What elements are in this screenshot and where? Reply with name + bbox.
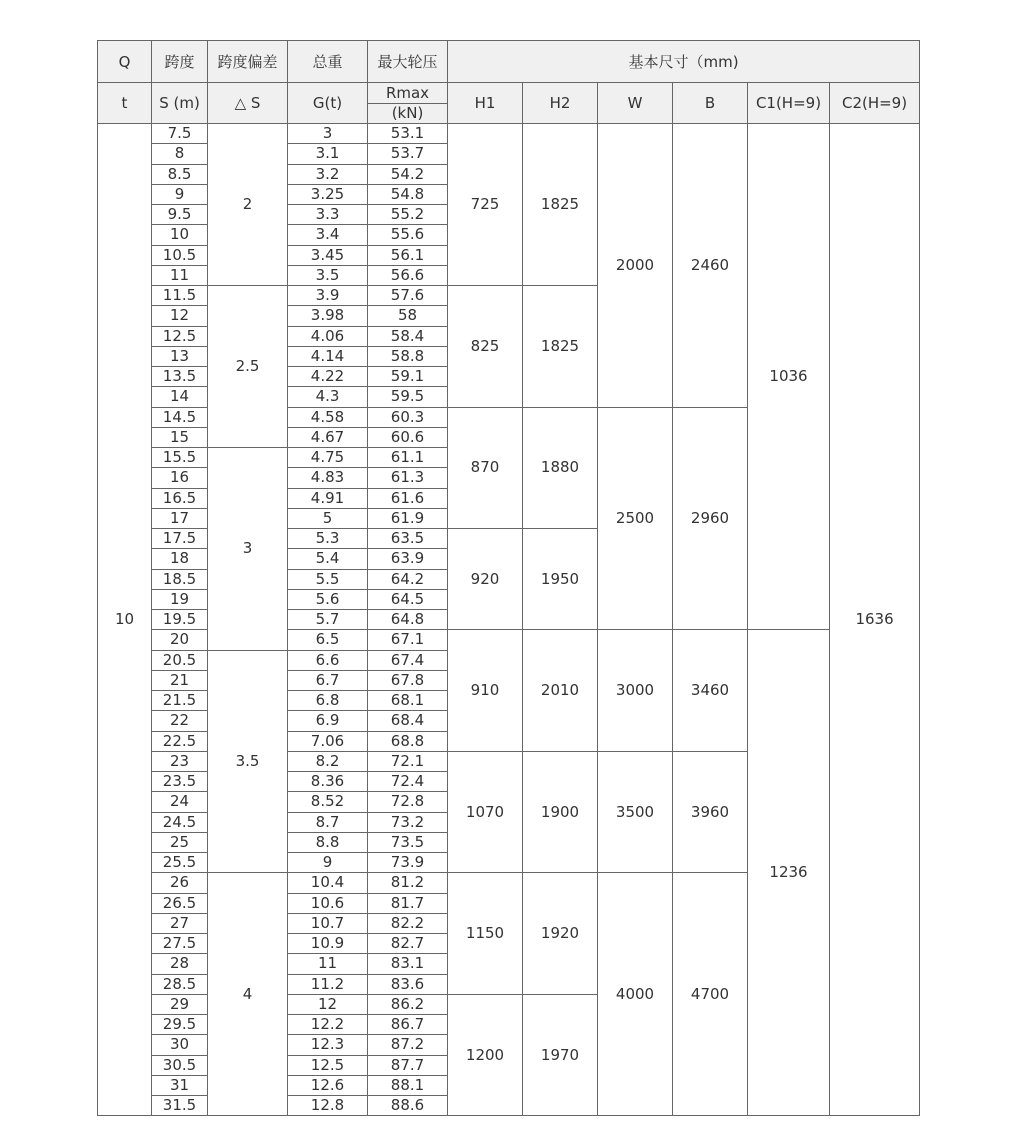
rmax-cell: 61.6 xyxy=(368,488,448,508)
h2-cell: 1900 xyxy=(523,751,598,873)
weight-cell: 12.6 xyxy=(288,1075,368,1095)
span-cell: 8.5 xyxy=(152,164,208,184)
span-cell: 18.5 xyxy=(152,569,208,589)
header-max-wheel-pressure: 最大轮压 xyxy=(368,41,448,83)
h2-cell: 1825 xyxy=(523,124,598,286)
weight-cell: 5.4 xyxy=(288,549,368,569)
weight-cell: 8.7 xyxy=(288,812,368,832)
span-cell: 9 xyxy=(152,184,208,204)
rmax-cell: 68.1 xyxy=(368,691,448,711)
c1-cell: 1036 xyxy=(748,124,830,630)
h1-cell: 825 xyxy=(448,286,523,408)
span-cell: 24.5 xyxy=(152,812,208,832)
rmax-cell: 67.4 xyxy=(368,650,448,670)
rmax-cell: 61.9 xyxy=(368,508,448,528)
weight-cell: 5 xyxy=(288,508,368,528)
weight-cell: 3.4 xyxy=(288,225,368,245)
header-t: t xyxy=(98,83,152,124)
weight-cell: 8.52 xyxy=(288,792,368,812)
weight-cell: 4.22 xyxy=(288,367,368,387)
span-cell: 17.5 xyxy=(152,529,208,549)
span-cell: 19.5 xyxy=(152,610,208,630)
span-cell: 13.5 xyxy=(152,367,208,387)
span-cell: 29 xyxy=(152,994,208,1014)
weight-cell: 4.91 xyxy=(288,488,368,508)
header-q: Q xyxy=(98,41,152,83)
weight-cell: 8.2 xyxy=(288,751,368,771)
weight-cell: 6.7 xyxy=(288,670,368,690)
weight-cell: 6.9 xyxy=(288,711,368,731)
weight-cell: 8.36 xyxy=(288,772,368,792)
rmax-cell: 54.2 xyxy=(368,164,448,184)
q-value-cell: 10 xyxy=(98,124,152,1116)
span-cell: 11.5 xyxy=(152,286,208,306)
b-cell: 3960 xyxy=(673,751,748,873)
rmax-cell: 67.1 xyxy=(368,630,448,650)
rmax-cell: 82.2 xyxy=(368,913,448,933)
span-cell: 30.5 xyxy=(152,1055,208,1075)
header-delta-s: △ S xyxy=(208,83,288,124)
span-cell: 14.5 xyxy=(152,407,208,427)
weight-cell: 12.2 xyxy=(288,1015,368,1035)
table-row xyxy=(98,124,920,144)
h1-cell: 725 xyxy=(448,124,523,286)
rmax-cell: 56.6 xyxy=(368,265,448,285)
rmax-cell: 67.8 xyxy=(368,670,448,690)
weight-cell: 3.5 xyxy=(288,265,368,285)
weight-cell: 4.58 xyxy=(288,407,368,427)
weight-cell: 3 xyxy=(288,124,368,144)
rmax-cell: 87.7 xyxy=(368,1055,448,1075)
rmax-cell: 83.1 xyxy=(368,954,448,974)
weight-cell: 5.7 xyxy=(288,610,368,630)
rmax-cell: 81.2 xyxy=(368,873,448,893)
span-cell: 20 xyxy=(152,630,208,650)
span-cell: 18 xyxy=(152,549,208,569)
weight-cell: 3.9 xyxy=(288,286,368,306)
weight-cell: 3.25 xyxy=(288,184,368,204)
h1-cell: 910 xyxy=(448,630,523,752)
h1-cell: 920 xyxy=(448,529,523,630)
b-cell: 2460 xyxy=(673,124,748,408)
span-cell: 12.5 xyxy=(152,326,208,346)
rmax-cell: 58 xyxy=(368,306,448,326)
span-deviation-cell: 2.5 xyxy=(208,286,288,448)
span-cell: 15 xyxy=(152,427,208,447)
span-cell: 20.5 xyxy=(152,650,208,670)
rmax-cell: 64.8 xyxy=(368,610,448,630)
weight-cell: 6.8 xyxy=(288,691,368,711)
rmax-cell: 82.7 xyxy=(368,934,448,954)
b-cell: 2960 xyxy=(673,407,748,630)
span-cell: 10 xyxy=(152,225,208,245)
rmax-cell: 88.1 xyxy=(368,1075,448,1095)
h2-cell: 1825 xyxy=(523,286,598,408)
header-rmax-label: Rmax xyxy=(368,84,447,104)
w-cell: 2000 xyxy=(598,124,673,408)
header-c2: C2(H=9) xyxy=(830,83,920,124)
rmax-cell: 57.6 xyxy=(368,286,448,306)
b-cell: 3460 xyxy=(673,630,748,752)
header-rmax xyxy=(368,83,448,124)
span-cell: 26.5 xyxy=(152,893,208,913)
header-span: 跨度 xyxy=(152,41,208,83)
span-cell: 15.5 xyxy=(152,448,208,468)
span-cell: 30 xyxy=(152,1035,208,1055)
span-cell: 21 xyxy=(152,670,208,690)
rmax-cell: 58.8 xyxy=(368,346,448,366)
span-cell: 22 xyxy=(152,711,208,731)
header-h1: H1 xyxy=(448,83,523,124)
weight-cell: 5.5 xyxy=(288,569,368,589)
weight-cell: 4.14 xyxy=(288,346,368,366)
rmax-cell: 68.4 xyxy=(368,711,448,731)
c1-cell: 1236 xyxy=(748,630,830,1116)
header-kn-label: (kN) xyxy=(391,103,424,122)
weight-cell: 5.6 xyxy=(288,589,368,609)
span-cell: 27 xyxy=(152,913,208,933)
rmax-cell: 55.2 xyxy=(368,205,448,225)
span-cell: 31 xyxy=(152,1075,208,1095)
weight-cell: 12.8 xyxy=(288,1096,368,1116)
span-cell: 23.5 xyxy=(152,772,208,792)
h1-cell: 1150 xyxy=(448,873,523,995)
weight-cell: 3.98 xyxy=(288,306,368,326)
span-cell: 16 xyxy=(152,468,208,488)
header-basic-dimensions: 基本尺寸（mm) xyxy=(448,41,920,83)
span-cell: 12 xyxy=(152,306,208,326)
span-cell: 13 xyxy=(152,346,208,366)
rmax-cell: 61.3 xyxy=(368,468,448,488)
rmax-cell: 72.1 xyxy=(368,751,448,771)
h1-cell: 1200 xyxy=(448,994,523,1116)
h2-cell: 1880 xyxy=(523,407,598,529)
c2-cell: 1636 xyxy=(830,124,920,1116)
h2-cell: 1970 xyxy=(523,994,598,1116)
header-g-t: G(t) xyxy=(288,83,368,124)
rmax-cell: 64.2 xyxy=(368,569,448,589)
header-h2: H2 xyxy=(523,83,598,124)
weight-cell: 3.45 xyxy=(288,245,368,265)
span-cell: 16.5 xyxy=(152,488,208,508)
w-cell: 3500 xyxy=(598,751,673,873)
h2-cell: 2010 xyxy=(523,630,598,752)
rmax-cell: 72.4 xyxy=(368,772,448,792)
header-s-m: S (m) xyxy=(152,83,208,124)
rmax-cell: 72.8 xyxy=(368,792,448,812)
rmax-cell: 63.5 xyxy=(368,529,448,549)
rmax-cell: 73.9 xyxy=(368,853,448,873)
span-cell: 27.5 xyxy=(152,934,208,954)
rmax-cell: 88.6 xyxy=(368,1096,448,1116)
rmax-cell: 83.6 xyxy=(368,974,448,994)
rmax-cell: 55.6 xyxy=(368,225,448,245)
h1-cell: 870 xyxy=(448,407,523,529)
w-cell: 3000 xyxy=(598,630,673,752)
span-cell: 26 xyxy=(152,873,208,893)
span-cell: 10.5 xyxy=(152,245,208,265)
rmax-cell: 86.2 xyxy=(368,994,448,1014)
rmax-cell: 59.1 xyxy=(368,367,448,387)
span-deviation-cell: 2 xyxy=(208,124,288,286)
span-cell: 8 xyxy=(152,144,208,164)
rmax-cell: 60.6 xyxy=(368,427,448,447)
b-cell: 4700 xyxy=(673,873,748,1116)
span-cell: 28 xyxy=(152,954,208,974)
rmax-cell: 86.7 xyxy=(368,1015,448,1035)
weight-cell: 10.4 xyxy=(288,873,368,893)
h1-cell: 1070 xyxy=(448,751,523,873)
header-total-weight: 总重 xyxy=(288,41,368,83)
header-w: W xyxy=(598,83,673,124)
header-c1: C1(H=9) xyxy=(748,83,830,124)
weight-cell: 5.3 xyxy=(288,529,368,549)
rmax-cell: 81.7 xyxy=(368,893,448,913)
span-deviation-cell: 4 xyxy=(208,873,288,1116)
weight-cell: 3.2 xyxy=(288,164,368,184)
weight-cell: 6.5 xyxy=(288,630,368,650)
weight-cell: 8.8 xyxy=(288,832,368,852)
span-cell: 7.5 xyxy=(152,124,208,144)
weight-cell: 4.3 xyxy=(288,387,368,407)
header-span-deviation: 跨度偏差 xyxy=(208,41,288,83)
weight-cell: 4.67 xyxy=(288,427,368,447)
weight-cell: 12.3 xyxy=(288,1035,368,1055)
weight-cell: 3.3 xyxy=(288,205,368,225)
span-deviation-cell: 3.5 xyxy=(208,650,288,873)
span-cell: 9.5 xyxy=(152,205,208,225)
weight-cell: 11 xyxy=(288,954,368,974)
rmax-cell: 53.7 xyxy=(368,144,448,164)
rmax-cell: 58.4 xyxy=(368,326,448,346)
weight-cell: 12 xyxy=(288,994,368,1014)
weight-cell: 4.75 xyxy=(288,448,368,468)
rmax-cell: 63.9 xyxy=(368,549,448,569)
weight-cell: 9 xyxy=(288,853,368,873)
span-cell: 31.5 xyxy=(152,1096,208,1116)
rmax-cell: 59.5 xyxy=(368,387,448,407)
rmax-cell: 60.3 xyxy=(368,407,448,427)
span-cell: 22.5 xyxy=(152,731,208,751)
weight-cell: 10.7 xyxy=(288,913,368,933)
span-deviation-cell: 3 xyxy=(208,448,288,651)
span-cell: 24 xyxy=(152,792,208,812)
rmax-cell: 68.8 xyxy=(368,731,448,751)
rmax-cell: 87.2 xyxy=(368,1035,448,1055)
w-cell: 4000 xyxy=(598,873,673,1116)
h2-cell: 1920 xyxy=(523,873,598,995)
span-cell: 21.5 xyxy=(152,691,208,711)
rmax-cell: 64.5 xyxy=(368,589,448,609)
header-b: B xyxy=(673,83,748,124)
crane-spec-table xyxy=(97,40,920,1116)
rmax-cell: 53.1 xyxy=(368,124,448,144)
span-cell: 29.5 xyxy=(152,1015,208,1035)
span-cell: 25 xyxy=(152,832,208,852)
span-cell: 17 xyxy=(152,508,208,528)
span-cell: 11 xyxy=(152,265,208,285)
rmax-cell: 61.1 xyxy=(368,448,448,468)
span-cell: 23 xyxy=(152,751,208,771)
weight-cell: 7.06 xyxy=(288,731,368,751)
weight-cell: 6.6 xyxy=(288,650,368,670)
rmax-cell: 73.2 xyxy=(368,812,448,832)
weight-cell: 4.83 xyxy=(288,468,368,488)
weight-cell: 10.9 xyxy=(288,934,368,954)
span-cell: 19 xyxy=(152,589,208,609)
rmax-cell: 73.5 xyxy=(368,832,448,852)
w-cell: 2500 xyxy=(598,407,673,630)
span-cell: 28.5 xyxy=(152,974,208,994)
weight-cell: 12.5 xyxy=(288,1055,368,1075)
span-cell: 25.5 xyxy=(152,853,208,873)
h2-cell: 1950 xyxy=(523,529,598,630)
weight-cell: 3.1 xyxy=(288,144,368,164)
weight-cell: 10.6 xyxy=(288,893,368,913)
weight-cell: 4.06 xyxy=(288,326,368,346)
weight-cell: 11.2 xyxy=(288,974,368,994)
rmax-cell: 54.8 xyxy=(368,184,448,204)
rmax-cell: 56.1 xyxy=(368,245,448,265)
span-cell: 14 xyxy=(152,387,208,407)
